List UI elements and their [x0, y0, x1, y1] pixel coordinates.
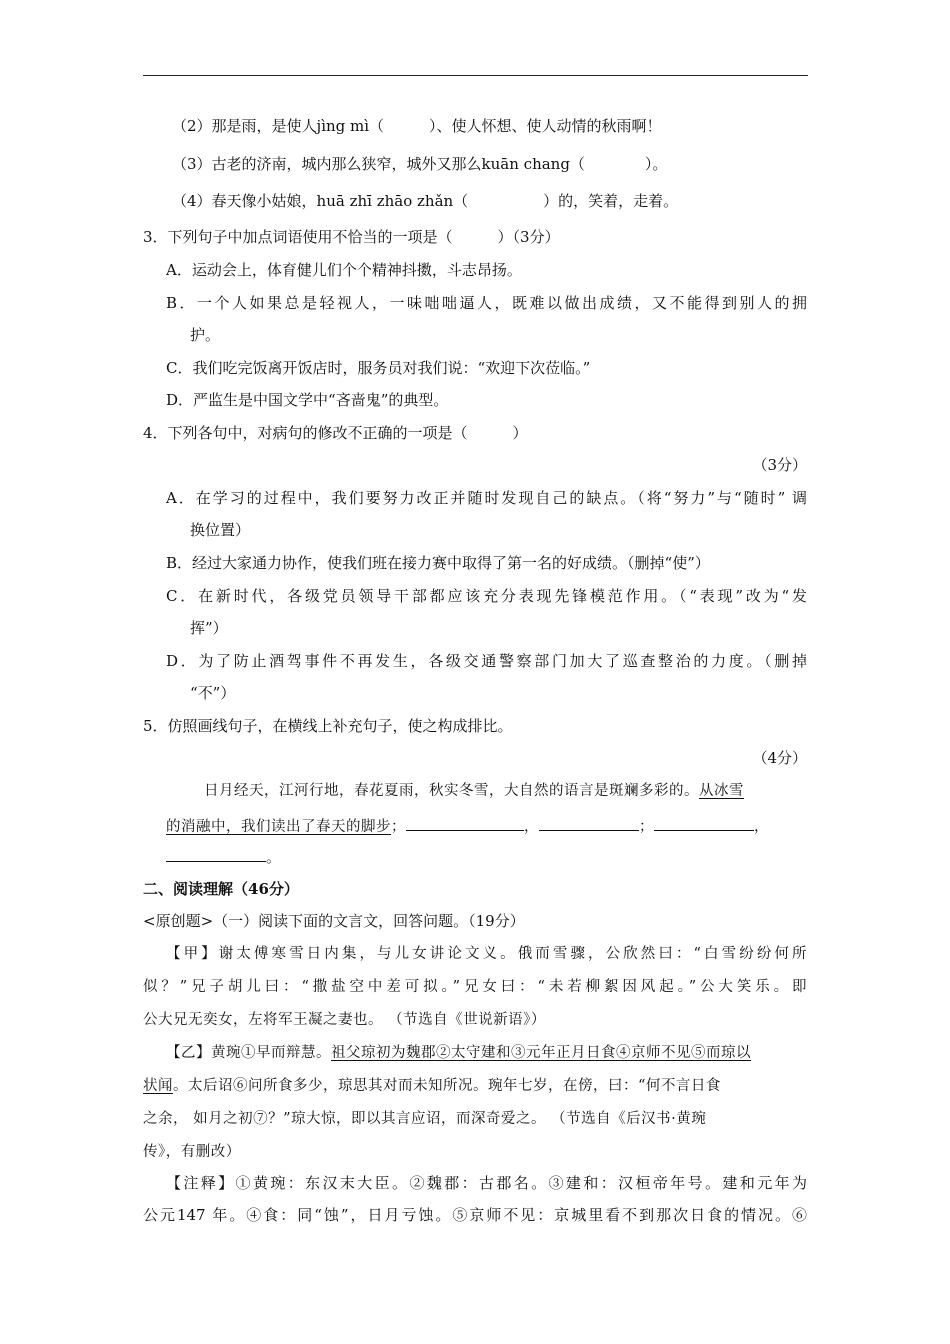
q3-option-d: D．严监生是中国文学中“吝啬鬼”的典型。 [166, 391, 449, 409]
q4-option-d-line1: D．为了防止酒驾事件不再发生，各级交通警察部门加大了巡查整治的力度。（删掉 [166, 652, 807, 670]
q4-option-c-line2: 挥”） [190, 619, 228, 637]
yi-line1 [166, 1043, 751, 1063]
q5-underlined-sentence-end: 的消融中，我们读出了春天的脚步 [166, 819, 391, 835]
q4-option-a-line1: A．在学习的过程中，我们要努力改正并随时发现自己的缺点。（将“努力”与“随时” 调 [166, 489, 807, 507]
q5-semicolon-2: ； [639, 819, 654, 835]
q3-option-a: A．运动会上，体育健儿们个个精神抖擞，斗志昂扬。 [166, 261, 522, 279]
q5-comma-2: ， [754, 819, 769, 835]
q2-item-3: （3）古老的济南，城内那么狭窄，城外又那么kuān chang（ ）。 [172, 155, 668, 173]
q5-blank-4[interactable] [166, 847, 266, 862]
section-2-intro: <原创题>（一）阅读下面的文言文，回答问题。（19分） [143, 912, 525, 930]
section-2-title: 二、阅读理解（46分） [143, 880, 299, 898]
q4-option-b: B．经过大家通力协作，使我们班在接力赛中取得了第一名的好成绩。（删掉“使”） [166, 554, 710, 572]
q5-blank-3[interactable] [654, 816, 754, 831]
q5-stem: 5．仿照画线句子，在横线上补充句子，使之构成排比。 [143, 717, 513, 735]
q3-stem: 3．下列句子中加点词语使用不恰当的一项是（ ）（3分） [143, 228, 560, 246]
q4-option-d-line2: “不”） [190, 684, 236, 702]
q5-underlined-sentence-start: 从冰雪 [699, 783, 744, 799]
q5-comma-1: ， [524, 819, 539, 835]
q2-item-2: （2）那是雨，是使人jìng mì（ ）、使人怀想、使人动情的秋雨啊！ [172, 117, 662, 135]
q5-passage-text: 日月经天，江河行地，春花夏雨，秋实冬雪，大自然的语言是斑斓多彩的。 [204, 783, 699, 799]
q2-item-4: （4）春天像小姑娘，huā zhī zhāo zhǎn（ ）的，笑着，走着。 [172, 192, 679, 210]
jia-line2: 似？”兄子胡儿曰：“撒盐空中差可拟。”兄女曰：“未若柳絮因风起。”公大笑乐。即 [143, 979, 807, 995]
q5-blank-2[interactable] [539, 816, 639, 831]
yi-underlined-sentence-2: 状闻 [143, 1078, 173, 1094]
yi-line3: 之余， 如月之初⑦？”琼大惊，即以其言应诏，而深奇爱之。 （节选自《后汉书·黄琬 [143, 1111, 707, 1127]
q3-option-b-line2: 护。 [190, 326, 221, 344]
yi-underlined-sentence-1: 祖父琼初为魏郡②太守建和③元年正月日食④京师不见⑤而琼以 [331, 1045, 751, 1061]
q5-period: 。 [266, 848, 282, 866]
q4-option-c-line1: C．在新时代，各级党员领导干部都应该充分表现先锋模范作用。（“表现”改为“发 [166, 587, 807, 605]
q4-score: （3分） [752, 456, 807, 474]
jia-line3: 公大兄无奕女，左将军王凝之妻也。 （节选自《世说新语》） [143, 1012, 546, 1028]
q5-passage-line2 [166, 816, 769, 837]
q5-blank-1[interactable] [406, 816, 524, 831]
yi-line1-start: 【乙】黄琬①早而辩慧。 [166, 1045, 331, 1061]
yi-line2 [143, 1076, 721, 1096]
q5-passage-line3 [166, 847, 281, 867]
q5-score: （4分） [752, 749, 807, 767]
q4-stem: 4．下列各句中，对病句的修改不正确的一项是（ ） [143, 424, 528, 442]
yi-line2-rest: 。太后诏⑥问所食多少，琼思其对而未知所况。琬年七岁，在傍，曰：“何不言日食 [173, 1078, 721, 1094]
notes-line1: 【注释】①黄琬：东汉末大臣。②魏郡：古郡名。③建和：汉桓帝年号。建和元年为 [166, 1174, 807, 1192]
q4-option-a-line2: 换位置） [190, 521, 251, 539]
header-rule [143, 75, 808, 76]
yi-line4: 传》，有删改） [143, 1144, 241, 1160]
notes-line2: 公元147 年。④食：同“蚀”，日月亏蚀。⑤京师不见：京城里看不到那次日食的情况。⑥ [143, 1206, 807, 1224]
q3-option-c: C．我们吃完饭离开饭店时，服务员对我们说：“欢迎下次莅临。” [166, 359, 591, 377]
q3-option-b-line1: B．一个人如果总是轻视人，一味咄咄逼人，既难以做出成绩，又不能得到别人的拥 [166, 294, 807, 312]
jia-line1: 【甲】谢太傅寒雪日内集，与儿女讲论文义。俄而雪骤，公欣然曰：“白雪纷纷何所 [166, 946, 807, 962]
q5-passage-line1 [204, 781, 744, 801]
q5-semicolon: ； [391, 819, 406, 835]
